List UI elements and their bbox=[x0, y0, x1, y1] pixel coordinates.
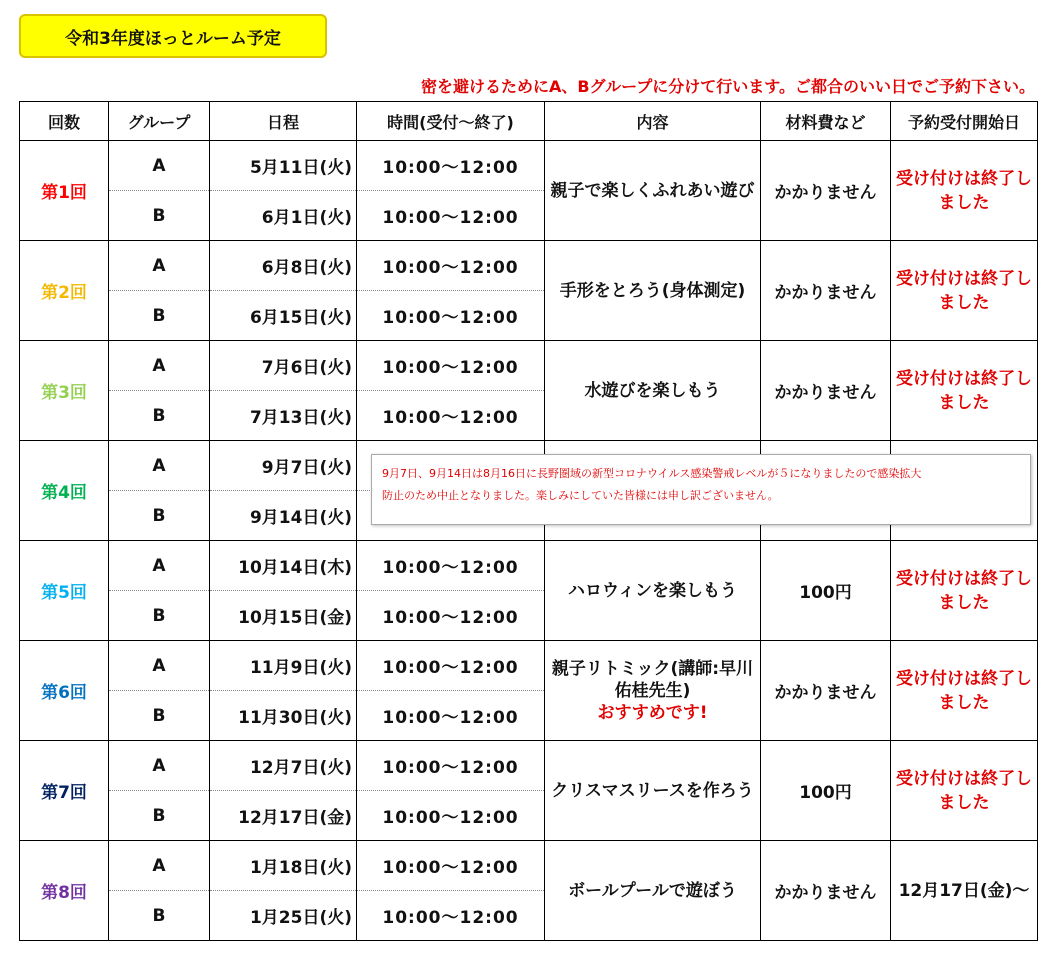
session-label: 第8回 bbox=[20, 841, 109, 941]
date-cell: 5月11日(火) bbox=[210, 141, 357, 191]
group-cell: A bbox=[109, 641, 210, 691]
date-cell: 6月8日(火) bbox=[210, 241, 357, 291]
page-title: 令和3年度ほっとルーム予定 bbox=[19, 14, 327, 58]
notice-text: 密を避けるためにA、Bグループに分けて行います。ご都合のいい日でご予約下さい。 bbox=[420, 77, 1035, 96]
time-cell: 10:00～12:00 bbox=[357, 341, 545, 391]
cost-cell: かかりません bbox=[761, 641, 891, 741]
cost-cell: かかりません bbox=[761, 141, 891, 241]
date-cell: 1月18日(火) bbox=[210, 841, 357, 891]
date-cell: 10月15日(金) bbox=[210, 591, 357, 641]
start-cell: 12月17日(金)～ bbox=[891, 841, 1038, 941]
session-row-a bbox=[20, 541, 1038, 591]
header-cost: 材料費など bbox=[761, 102, 891, 141]
header-time: 時間(受付～終了) bbox=[357, 102, 545, 141]
session-row-a bbox=[20, 741, 1038, 791]
cost-cell: 100円 bbox=[761, 541, 891, 641]
date-cell: 11月9日(火) bbox=[210, 641, 357, 691]
session-row-a bbox=[20, 241, 1038, 291]
time-cell: 10:00～12:00 bbox=[357, 841, 545, 891]
group-cell: A bbox=[109, 441, 210, 491]
date-cell: 11月30日(火) bbox=[210, 691, 357, 741]
popup-line-2: 防止のため中止となりました。楽しみにしていた皆様には申し訳ございません。 bbox=[382, 489, 779, 502]
group-cell: B bbox=[109, 591, 210, 641]
cost-cell: 100円 bbox=[761, 741, 891, 841]
start-cell: 受け付けは終了しました bbox=[891, 641, 1038, 741]
session-label: 第3回 bbox=[20, 341, 109, 441]
date-cell: 10月14日(木) bbox=[210, 541, 357, 591]
group-cell: B bbox=[109, 391, 210, 441]
time-cell: 10:00～12:00 bbox=[357, 391, 545, 441]
schedule-body bbox=[20, 141, 1038, 941]
group-cell: A bbox=[109, 341, 210, 391]
date-cell: 7月6日(火) bbox=[210, 341, 357, 391]
session-row-a bbox=[20, 641, 1038, 691]
content-text: クリスマスリースを作ろう bbox=[551, 780, 754, 801]
start-cell: 受け付けは終了しました bbox=[891, 341, 1038, 441]
date-cell: 12月17日(金) bbox=[210, 791, 357, 841]
header-row bbox=[20, 102, 1038, 141]
group-cell: A bbox=[109, 741, 210, 791]
time-cell: 10:00～12:00 bbox=[357, 691, 545, 741]
session-label: 第5回 bbox=[20, 541, 109, 641]
session-row-a bbox=[20, 341, 1038, 391]
content-cell bbox=[545, 341, 761, 441]
content-cell bbox=[545, 841, 761, 941]
group-cell: A bbox=[109, 141, 210, 191]
date-cell: 9月7日(火) bbox=[210, 441, 357, 491]
time-cell: 10:00～12:00 bbox=[357, 141, 545, 191]
cost-cell: かかりません bbox=[761, 341, 891, 441]
date-cell: 6月15日(火) bbox=[210, 291, 357, 341]
content-text: 手形をとろう(身体測定) bbox=[559, 280, 746, 301]
date-cell: 7月13日(火) bbox=[210, 391, 357, 441]
group-cell: B bbox=[109, 491, 210, 541]
content-cell bbox=[545, 241, 761, 341]
popup-line-1: 9月7日、9月14日は8月16日に長野圏域の新型コロナウイルス感染警戒レベルが５になりましたので感染拡大 bbox=[382, 467, 922, 480]
time-cell: 10:00～12:00 bbox=[357, 291, 545, 341]
cancellation-popup bbox=[371, 454, 1031, 525]
content-text: 親子リトミック(講師:早川佑桂先生) bbox=[551, 658, 754, 701]
time-cell: 10:00～12:00 bbox=[357, 891, 545, 941]
time-cell: 10:00～12:00 bbox=[357, 591, 545, 641]
date-cell: 12月7日(火) bbox=[210, 741, 357, 791]
content-text: 親子で楽しくふれあい遊び bbox=[550, 180, 755, 201]
group-cell: A bbox=[109, 541, 210, 591]
session-label: 第6回 bbox=[20, 641, 109, 741]
group-cell: B bbox=[109, 691, 210, 741]
date-cell: 1月25日(火) bbox=[210, 891, 357, 941]
time-cell: 10:00～12:00 bbox=[357, 791, 545, 841]
session-label: 第7回 bbox=[20, 741, 109, 841]
header-start: 予約受付開始日 bbox=[891, 102, 1038, 141]
time-cell: 10:00～12:00 bbox=[357, 641, 545, 691]
header-group: グループ bbox=[109, 102, 210, 141]
session-label: 第4回 bbox=[20, 441, 109, 541]
session-row-a bbox=[20, 141, 1038, 191]
date-cell: 9月14日(火) bbox=[210, 491, 357, 541]
session-label: 第2回 bbox=[20, 241, 109, 341]
session-label: 第1回 bbox=[20, 141, 109, 241]
start-cell: 受け付けは終了しました bbox=[891, 741, 1038, 841]
header-date: 日程 bbox=[210, 102, 357, 141]
content-text: ハロウィンを楽しもう bbox=[568, 580, 737, 601]
group-cell: A bbox=[109, 841, 210, 891]
content-text: 水遊びを楽しもう bbox=[584, 380, 721, 401]
cost-cell: かかりません bbox=[761, 241, 891, 341]
content-cell bbox=[545, 641, 761, 741]
time-cell: 10:00～12:00 bbox=[357, 541, 545, 591]
cost-cell: かかりません bbox=[761, 841, 891, 941]
start-cell: 受け付けは終了しました bbox=[891, 541, 1038, 641]
recommend-note: おすすめです! bbox=[597, 702, 708, 723]
time-cell: 10:00～12:00 bbox=[357, 191, 545, 241]
header-session: 回数 bbox=[20, 102, 109, 141]
group-cell: A bbox=[109, 241, 210, 291]
start-cell: 受け付けは終了しました bbox=[891, 241, 1038, 341]
start-cell: 受け付けは終了しました bbox=[891, 141, 1038, 241]
header-content: 内容 bbox=[545, 102, 761, 141]
content-text: ボールプールで遊ぼう bbox=[568, 880, 737, 901]
content-cell bbox=[545, 741, 761, 841]
content-cell bbox=[545, 141, 761, 241]
content-cell bbox=[545, 541, 761, 641]
time-cell: 10:00～12:00 bbox=[357, 741, 545, 791]
group-cell: B bbox=[109, 791, 210, 841]
session-row-a bbox=[20, 841, 1038, 891]
group-cell: B bbox=[109, 891, 210, 941]
time-cell: 10:00～12:00 bbox=[357, 241, 545, 291]
group-cell: B bbox=[109, 191, 210, 241]
group-cell: B bbox=[109, 291, 210, 341]
date-cell: 6月1日(火) bbox=[210, 191, 357, 241]
